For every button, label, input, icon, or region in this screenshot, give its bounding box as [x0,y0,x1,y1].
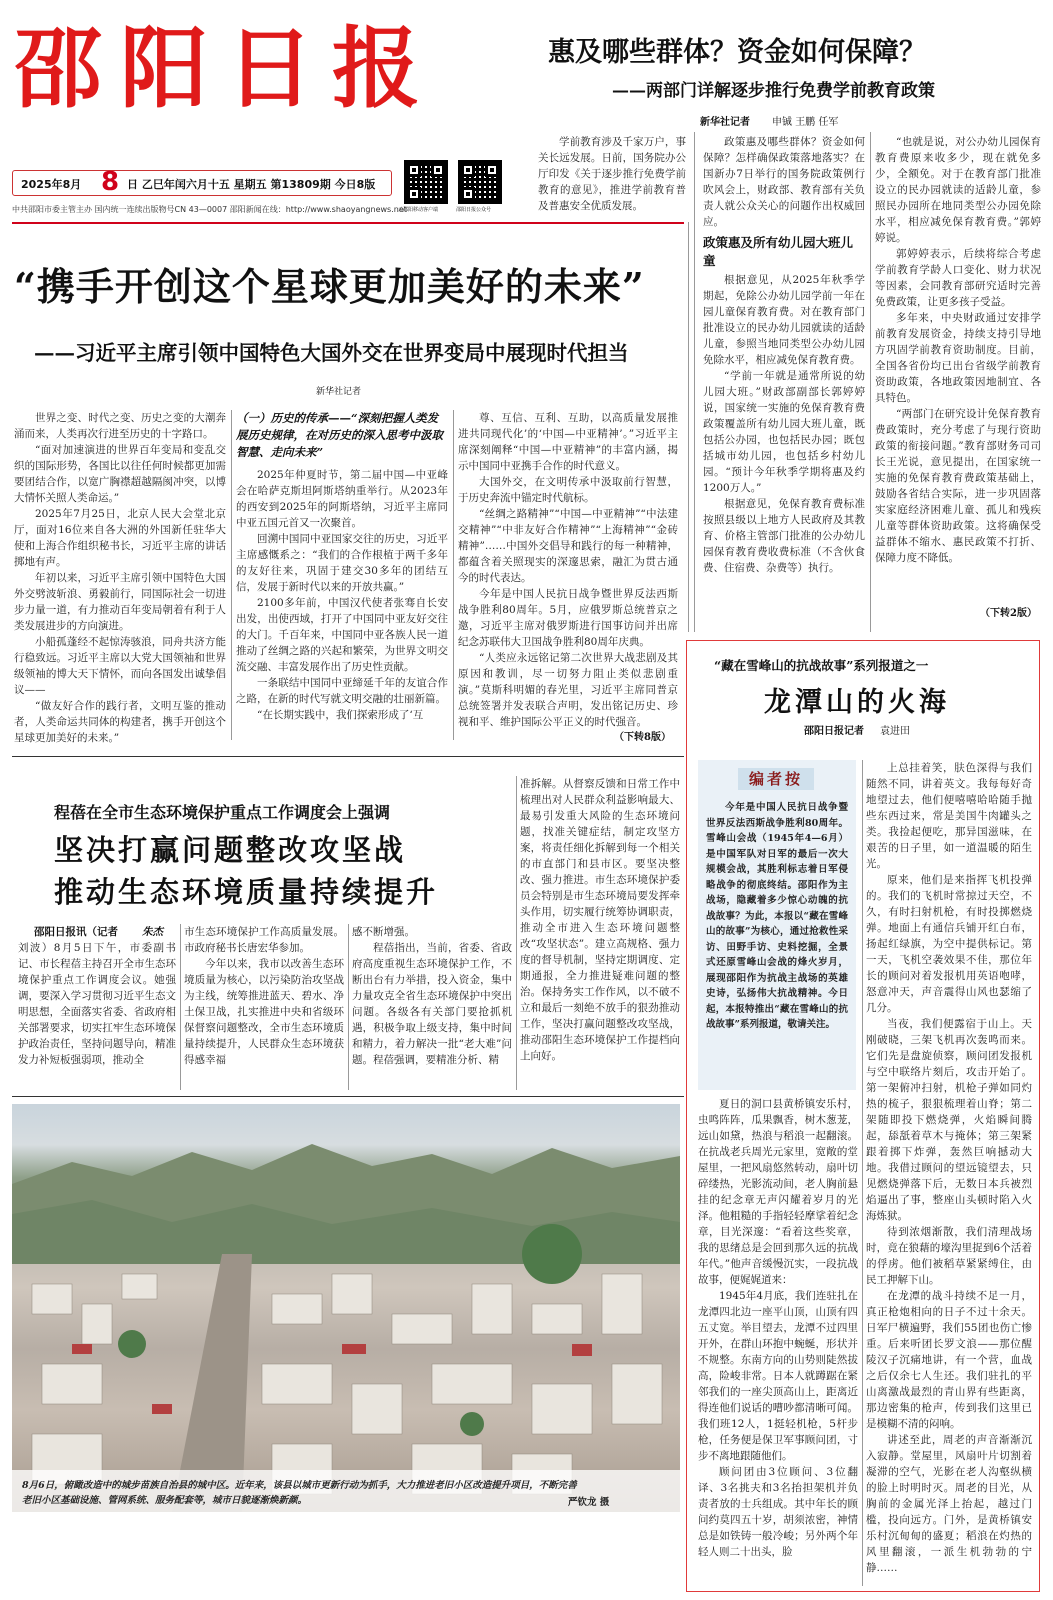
paragraph: 世界之变、时代之变、历史之变的大潮奔涌而来，人类再次行进至历史的十字路口。 [14,412,226,440]
photo-illustration [12,1104,680,1512]
paragraph: “也就是说，对公办幼儿园保育教育费原来收多少，现在就免多少，全额免。对于在教育部门批准设立的民办园就读的适龄儿童，参照民办园所在地同类型公办园免除水平，相应减免保育教育费。”郭婷婷说。 [875,136,1041,244]
lead-subhead: ——习近平主席引领中国特色大国外交在世界变局中展现时代担当 [34,341,629,365]
paragraph: 政策惠及哪些群体？资金如何保障？怎样确保政策落地落实？在国新办7日举行的国务院政策例行吹风会上，财政部、教育部有关负责人就公众关心的问题作出权威回应。 [703,136,865,228]
paragraph: 多年来，中央财政通过安排学前教育发展资金，持续支持引导地方巩固学前教育资助制度。目前，全国各省份均已出台省级学前教育资助政策，各地政策因地制宜、各具特色。 [875,312,1041,404]
masthead-title: 邵阳日报 [14,16,439,120]
editor-note-text: 今年是中国人民抗日战争暨世界反法西斯战争胜利80周年。雪峰山会战（1945年4—6月）是中国军队对日军的最后一次大规模会战，其胜利标志着日军侵略战争的彻底终结。邵阳作为主战场，隐藏着多少惊心动魄的抗战故事？为此，本报以“藏在雪峰山的故事”为核心，通过抢救性采访、田野手访、史料挖掘，全景式还原雪峰山会战的烽火岁月，展现邵阳作为抗战主战场的英雄史诗，弘扬伟大抗战精神。今日起，本报特推出“藏在雪峰山的抗战故事”系列报道，敬请关注。 [706,802,848,1030]
paragraph: 1945年4月底，我们连驻扎在龙潭四北边一座平山顶，山顶有四五丈宽。举目望去，龙潭不过四里开外，在群山环抱中蜿蜒，形状并不规整。东南方向的山势则陡然拔高，险峻非常。日本人就蹲踞在紧邻我们的一座尖顶高山上，距离近得连他们说话的嘈吵都清晰可闻。我们班12人，1挺轻机枪，5杆步枪，任务便是保卫军事顾问团，寸步不离地跟随他们。 [698,1290,858,1462]
top-right-col-2b [703,272,865,620]
feature-col-1 [698,1096,858,1586]
paragraph: “在长期实践中，我们探索形成了‘互 [257,709,424,721]
date-details: 日 乙巳年闰六月十五 星期五 第13809期 今日8版 [127,178,376,191]
paragraph: 学前教育涉及千家万户，事关长远发展。日前，国务院办公厅印发《关于逐步推行免费学前教育的意见》，推进学前教育普及普惠安全优质发展。 [538,136,686,212]
eco-byline-name: 朱杰 [142,926,163,938]
paragraph: 夏日的洞口县黄桥镇安乐村，虫鸣阵阵，瓜果飘香，树木葱茏，远山如黛，热浪与稻浪一起翻滚。在抗战老兵周光元家里，宽敞的堂屋里，一把风扇悠然转动，扇叶切碎缕热，光影流动间，老人胸前悬挂的纪念章无声闪耀着岁月的光泽。他粗糙的手指轻轻摩挲着纪念章，目光深邃：“看着这些奖章，我的思绪总是会回到那久远的抗战年代。”他声音缓慢沉实，一段抗战故事，便娓娓道来： [698,1098,858,1286]
paragraph: 程蓓指出，当前，省委、省政府高度重视生态环境保护工作，不断出台有力举措，投入资金，集中力量攻克全省生态环境保护中突出问题。各级各有关部门要抢抓机遇，积极争取上级支持，集中时间和精力，着力解决一批“老大难”问题。程蓓强调，要精准分析、精 [352,942,512,1066]
top-right-byline-names: 申铖 王鹏 任军 [772,117,839,128]
lead-headline: “携手开创这个星球更加美好的未来” [14,264,645,309]
paragraph: “面对加速演进的世界百年变局和变乱交织的国际形势，各国比以往任何时候都更加需要团结合作，以宽广胸襟超越隔阂冲突，以博大情怀关照人类命运。” [14,444,226,504]
paragraph: 郭婷婷表示，后续将综合考虑学前教育学龄人口变化、财力状况等因素，会同教育部研究适时完善免费政策，让更多孩子受益。 [875,248,1041,308]
feature-kicker: “藏在雪峰山的抗战故事”系列报道之一 [714,658,929,673]
date-bar [12,167,392,197]
lead-col-2 [236,410,448,740]
qr2-caption: 邵阳日报公众号 [456,207,492,213]
top-right-col-3 [875,134,1041,602]
paragraph: 一条联结中国同中亚缔延千年的友谊合作之路，在新的时代写就文明交融的壮丽新篇。 [236,677,448,705]
feature-byline-name: 袁进田 [880,726,910,737]
top-right-subtitle: 政策惠及所有幼儿园大班儿童 [703,235,854,268]
top-right-headline: 惠及哪些群体？资金如何保障？ [548,37,926,68]
paragraph: “两部门在研究设计免保育教育费政策时，充分考虑了与现行资助政策的衔接问题。”教育部财务司司长王光说，意见提出，在国家统一实施的免保育教育费政策基础上，鼓励各省结合实际，进一步巩固落实家庭经济困难儿童、孤儿和残疾儿童等群体资助政策。这将确保受益群体不缩水、惠民政策不打折、保障力度不降低。 [875,408,1041,564]
paragraph: 尊、互信、互利、互助，以高质量发展推进共同现代化’的‘中国—中亚精神’。”习近平主席深刻阐释“中国—中亚精神”的丰富内涵，揭示中国同中亚携手合作的时代意义。 [458,412,678,472]
eco-col-1 [18,940,176,1090]
qr1-caption: 云邵阳移动客户端 [398,207,439,213]
paragraph: 讲述至此，周老的声音渐渐沉入寂静。堂屋里，风扇叶片切割着凝滞的空气，光影在老人沟壑纵横的脸上时明时灭。周老的目光，从胸前的金属光泽上抬起，越过门槛，投向远方。门外，是黄桥镇安乐村沉甸甸的盛夏；稻浪在灼热的风里翻滚，一派生机勃勃的宁静…… [866,1434,1032,1574]
paragraph: 根据意见，免保育教育费标准按照县级以上地方人民政府及其教育、价格主管部门批准的公办幼儿园保育教育费收费标准（不含伙食费、住宿费、杂费等）执行。 [703,498,865,574]
lead-byline: 新华社记者 [316,387,362,397]
paragraph: 2100多年前，中国汉代使者张骞自长安出发，出使西域，打开了中国同中亚友好交往的大门。千百年来，中国同中亚各族人民一道推动了丝绸之路的兴起和繁荣，为世界文明交流交融、丰富发展作出了历史性贡献。 [236,597,448,673]
eco-col-2 [184,924,344,1090]
date-prefix: 2025年8月 [21,178,82,191]
editor-note-label: 编者按 [738,768,814,790]
qr-code-app [404,160,448,204]
org-line: 中共邵阳市委主管主办 国内统一连续出版物号CN 43—0007 邵阳新闻在线：http://www.shaoyangnews.net [12,205,407,214]
feature-byline-label: 邵阳日报记者 [804,726,864,737]
eco-headline-2: 推动生态环境质量持续提升 [54,875,439,909]
paragraph: 今年以来，我市以改善生态环境质量为核心，以污染防治攻坚战为主线，统筹推进蓝天、碧水、净土保卫战，扎实推进中央和省级环保督察问题整改，全市生态环境质量持续提升，人民群众生态环境获得感幸福 [184,958,344,1066]
paragraph: 小船孤蓬经不起惊涛骇浪，同舟共济方能行稳致远。习近平主席以大党大国领袖和世界级领袖的博大天下情怀，而向各国发出诚挚倡议—— [14,636,226,696]
paragraph: 今年是中国人民抗日战争暨世界反法西斯战争胜利80周年。5月，应俄罗斯总统普京之邀，习近平主席对俄罗斯进行国事访问并出席纪念苏联伟大卫国战争胜利80周年庆典。 [458,588,678,648]
paragraph: 大国外交，在文明传承中汲取前行智慧，于历史奔流中锚定时代航标。 [458,476,678,504]
lead-col-1 [14,410,226,744]
paragraph: 2025年7月25日，北京人民大会堂北京厅，面对16位来自各大洲的外国新任驻华大使和上海合作组织秘书长，习近平主席的讲话掷地有声。 [14,508,226,568]
photo-caption: 8月6日，俯瞰改造中的城步苗族自治县的城中区。近年来，该县以城市更新行动为抓手，大力推进老旧小区改造提升项目，不断完善老旧小区基础设施、管网系统、服务配套等，城市日貌逐渐焕新颜。 [22,1480,577,1506]
top-right-col-2 [703,134,865,228]
top-right-byline-label: 新华社记者 [700,117,750,128]
paragraph: 顾问团由3位顾问、3位翻译、3名挑夫和3名抬担架机并负责者放的士兵组成。其中年长的顾问约莫四五十岁，胡须浓密，神情总是如铁铸一般冷峻；另外两个年轻人则二十出头，脸 [698,1466,858,1558]
paragraph: “丝绸之路精神”“中国—中亚精神”“中法建交精神”“中非友好合作精神”“上海精神”“金砖精神”……中国外交倡导和践行的每一种精神，都蕴含着关照现实的深邃思索，融汇为贯古通今的时代表达。 [458,508,678,584]
paragraph: 刘波）8月5日下午，市委副书记、市长程蓓主持召开全市生态环境保护重点工作调度会议。她强调，要深入学习贯彻习近平生态文明思想，全面落实省委、省政府相关部署要求，切实扛牢生态环境保护政治责任，坚持问题导向，精准发力补短板强弱项，推动全 [18,942,176,1066]
eco-col-4 [520,776,680,1090]
date-day: 8 [101,167,120,197]
paragraph: 准拆解。从督察反馈和日常工作中梳理出对人民群众利益影响最大、最易引发重大风险的生态环境问题，找准关键症结，制定攻坚方案，将责任细化拆解到每一个相关的市直部门和县市区。要坚决整改、强力推进。市生态环境保护委员会特别是市生态环境局要发挥牵头作用，切实履行统筹协调职责，推动全市进入生态环境问题整改“攻坚状态”。建立高规格、强力度的督导机制，坚持定期调度、定期通报，全力推进疑难问题的整治。保持务实工作作风，以不破不立和最后一刻绝不放手的狠劲推动工作，坚决打赢问题整改攻坚战，推动邵阳生态环境保护工作提档向上向好。 [520,778,680,1062]
paragraph: 上总挂着笑，肤色深得与我们随然不同，讲着英文。我每每好奇地望过去，他们便嘻嘻哈哈随手抛些东西过来，常是美国牛肉罐头之类。我捡起便吃，那异国滋味，在艰苦的日子里，如一道温暖的陌生光。 [866,762,1032,870]
feature-headline: 龙潭山的火海 [764,687,950,718]
editor-note-box [698,760,856,1090]
city-aerial-photo [12,1104,680,1512]
photo-credit: 严钦龙 摄 [568,1497,610,1508]
paragraph: 当夜，我们便露宿于山上。天刚破晓，三架飞机再次轰鸣而来。它们先是盘旋侦察，顾问团发报机与空中联络片刻后，攻击开始了。第一架俯冲扫射，机枪子弹如同灼热的梳子，狠狠梳理着山脊；第二架随即投下燃烧弹，火焰瞬间腾起，舔舐着草木与掩体；第三架紧跟着掷下炸弹，轰然巨响撼动大地。我借过顾问的望远镜望去，只见燃烧弹落下后，无数日本兵被烈焰逼出了事，整座山头顿时陷入火海炼狱。 [866,1018,1032,1222]
paragraph: 年初以来，习近平主席引领中国特色大国外交劈波斩浪、勇毅前行，同国际社会一切进步力量一道，有力推动百年变局朝着有利于人类发展进步的方向演进。 [14,572,226,632]
paragraph: 原来，他们是来指挥飞机投弹的。我们的飞机时常掠过天空，不久，有时扫射机枪，有时投掷燃烧弹。地面上有通信兵铺开红白布，扬起红绿旗，为空中提供标记。第一天，飞机空袭效果不佳，那位年长的顾问对着发报机用英语咆哮，怒意冲天，声音震得山风也瑟缩了几分。 [866,874,1032,1014]
eco-kicker: 程蓓在全市生态环境保护重点工作调度会上强调 [54,803,391,822]
lead-section-title: （一）历史的传承——“深刻把握人类发展历史规律，在对历史的深入思考中汲取智慧、走向未来” [236,411,443,459]
lead-continued: （下转8版） [614,732,671,743]
top-right-subhead: ——两部门详解逐步推行免费学前教育政策 [612,81,935,101]
paragraph: 在龙潭的战斗持续不足一月，真正枪炮相向的日子不过十余天。日军尸横遍野，我们55团也伤亡惨重。后来听团长罗文浪——那位醒陵汉子沉痛地讲，有一个营，血战之后仅余七人生还。我们驻扎的平山离激战最烈的青山界有些距离，那边密集的枪声，传到我们这里已是模糊不清的闷响。 [866,1290,1032,1430]
eco-byline-label: 邵阳日报讯（记者 [34,926,118,938]
paragraph: 感不断增强。 [352,926,415,938]
feature-col-2 [866,760,1032,1586]
paragraph: 根据意见，从2025年秋季学期起，免除公办幼儿园学前一年在园儿童保育教育费。对在教育部门批准设立的民办幼儿园就读的适龄儿童，参照当地同类型公办幼儿园免除水平，相应减免保育教育费。 [703,274,865,366]
eco-col-3 [352,924,512,1090]
paragraph: “人类应永远铭记第二次世界大战悲剧及其原因和教训，尽一切努力阻止类似悲剧重演。”莫斯科明媚的春光里，习近平主席同普京总统签署并发表联合声明，发出铭记历史、珍视和平、维护国际公平正义的时代强音。 [458,652,678,728]
eco-headline-1: 坚决打赢问题整改攻坚战 [54,833,407,867]
paragraph: 2025年仲夏时节，第二届中国—中亚峰会在哈萨克斯坦阿斯塔纳重举行。从2023年的西安到2025年的阿斯塔纳，习近平主席同中亚五国元首又一次聚首。 [236,469,448,529]
paragraph: 市生态环境保护工作高质量发展。市政府秘书长唐宏华参加。 [184,926,344,954]
lead-col-3 [458,410,678,728]
paragraph: “学前一年就是通常所说的幼儿园大班。”财政部副部长郭婷婷说，国家统一实施的免保育教育费政策覆盖所有幼儿园大班儿童，既包括公办园，也包括民办园；既包括城市幼儿园，也包括乡村幼儿园。“预计今年秋季学期将惠及约1200万人。” [703,370,865,494]
top-right-col-1 [538,134,686,220]
paragraph: 回溯中国同中亚国家交往的历史，习近平主席感慨系之：“我们的合作根植于两千多年的友好往来，巩固于建交30多年的团结互信，发展于新时代以来的开放共赢。” [236,533,448,593]
top-right-continued: （下转2版） [980,608,1037,619]
qr-code-wechat [458,160,502,204]
paragraph: “做友好合作的践行者，文明互鉴的推动者，人类命运共同体的构建者，携手开创这个星球更加美好的未来。” [14,700,226,744]
paragraph: 待到浓烟渐散，我们清理战场时，竟在狼藉的壕沟里捉到6个活着的俘虏。他们被稻草紧紧缚住，由民工押解下山。 [866,1226,1032,1286]
